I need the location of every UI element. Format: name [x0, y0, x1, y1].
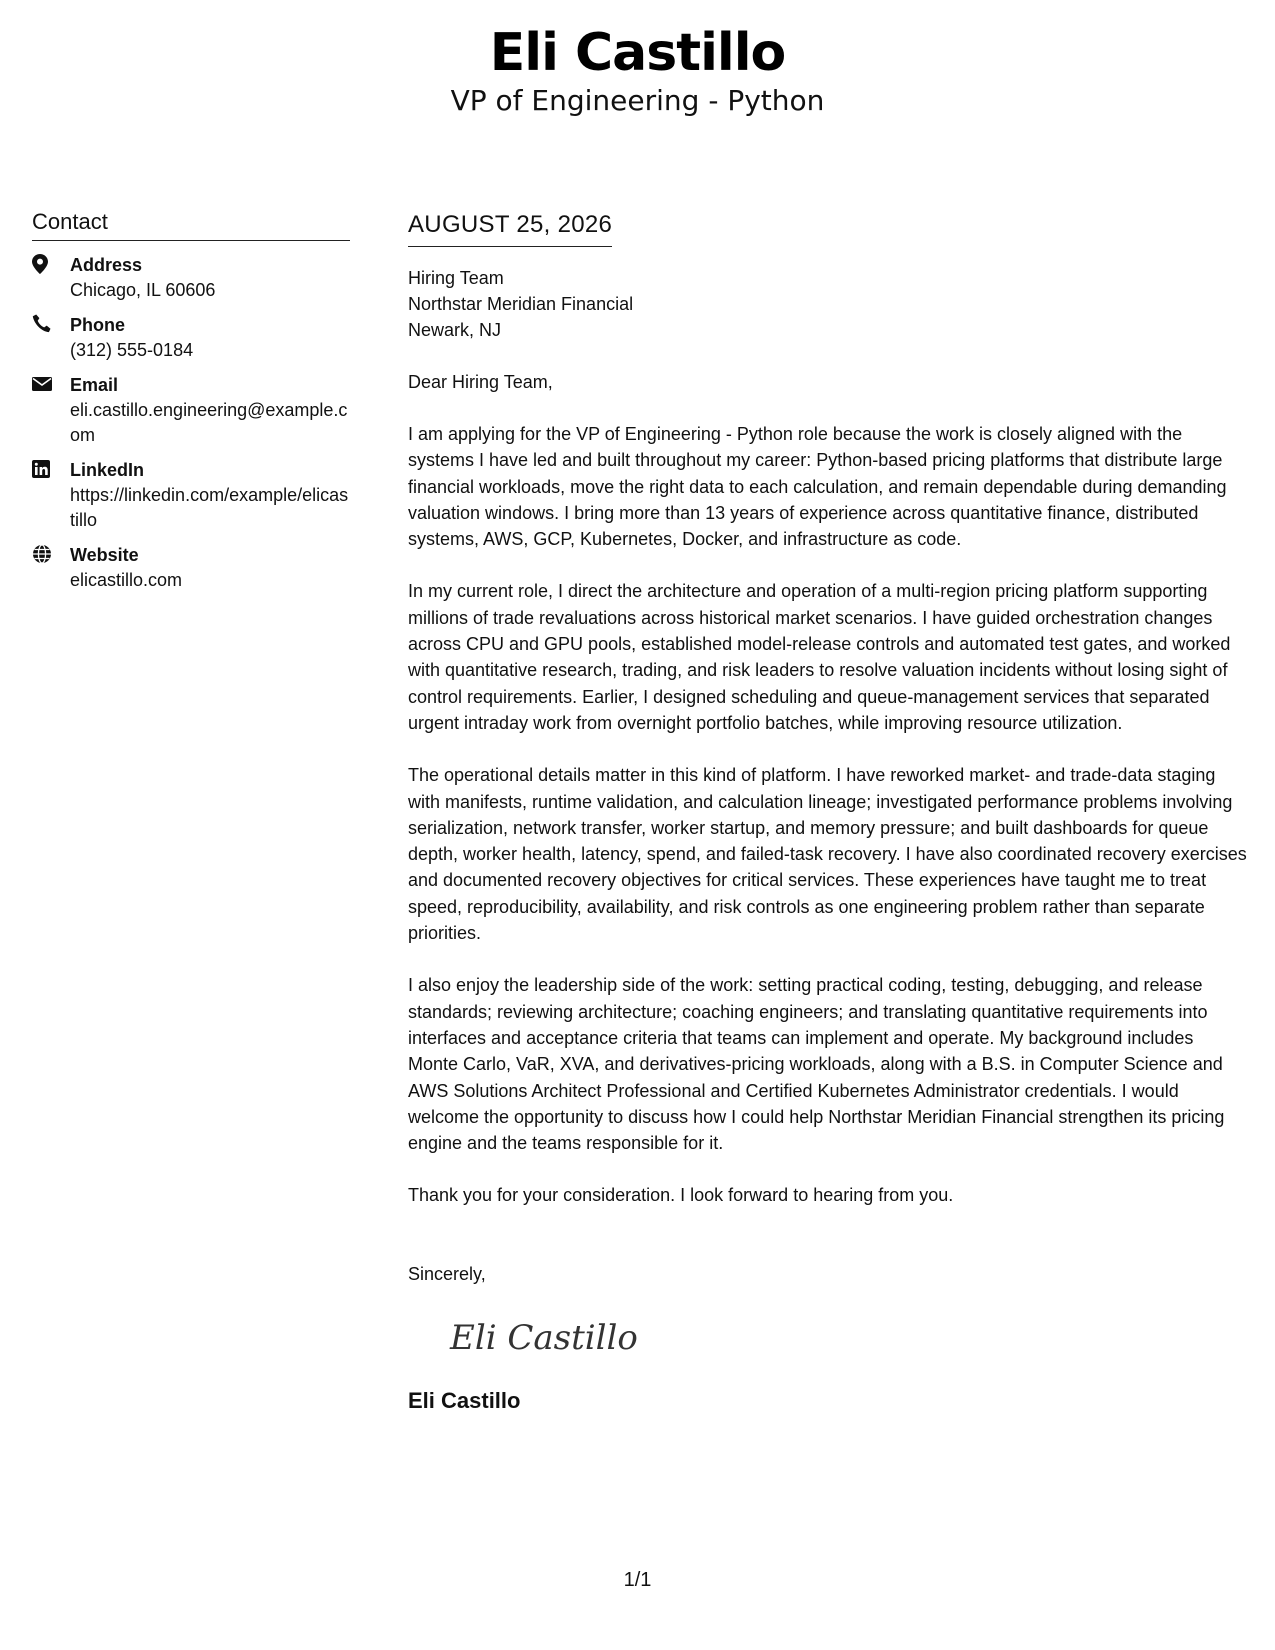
- body-paragraph: The operational details matter in this kind of platform. I have reworked market- and trade-data staging with manifests, runtime validation, and calculation lineage; investigated performance problems involving serialization, network transfer, worker startup, and memory pressure; and built dashboards for queue depth, worker health, latency, spend, and failed-task recovery. I have also coordinated recovery exercises and documented recovery objectives for critical services. These experiences have taught me to treat speed, reproducibility, availability, and risk controls as one engineering problem rather than separate priorities.: [408, 765, 1247, 944]
- contact-label-website: Website: [70, 545, 139, 565]
- contact-value-phone: (312) 555-0184: [70, 340, 194, 360]
- contact-value-address: Chicago, IL 60606: [70, 280, 216, 300]
- recipient-line: Northstar Meridian Financial: [408, 294, 634, 314]
- contact-label-phone: Phone: [70, 315, 126, 335]
- recipient-line: Newark, NJ: [408, 320, 502, 340]
- letter-body: [408, 210, 1248, 1415]
- page-number: 1/1: [623, 1569, 652, 1591]
- contact-heading: Contact: [32, 208, 350, 241]
- letter-header: [0, 22, 1275, 118]
- salutation: Dear Hiring Team,: [408, 372, 553, 392]
- applicant-title: VP of Engineering - Python: [450, 84, 825, 117]
- letter-date: AUGUST 25, 2026: [408, 210, 612, 247]
- handwritten-signature: [448, 1313, 1248, 1363]
- map-pin-icon: [32, 253, 70, 275]
- contact-item-phone: [32, 313, 350, 363]
- globe-icon: [32, 543, 70, 565]
- recipient-line: Hiring Team: [408, 268, 504, 288]
- applicant-name: Eli Castillo: [489, 23, 786, 83]
- linkedin-icon: [32, 458, 70, 480]
- body-paragraph: Thank you for your consideration. I look forward to hearing from you.: [408, 1185, 954, 1206]
- signer-name: Eli Castillo: [408, 1387, 521, 1413]
- body-paragraph: I also enjoy the leadership side of the work: setting practical coding, testing, debugging, and release standards; reviewing architecture; coaching engineers; and translating quantitative requirements into interfaces and acceptance criteria that teams can implement and operate. My background includes Monte Carlo, VaR, XVA, and derivatives-pricing workloads, along with a B.S. in Computer Science and AWS Solutions Architect Professional and Certified Kubernetes Administrator credentials. I would welcome the opportunity to discuss how I could help Northstar Meridian Financial strengthen its pricing engine and the teams responsible for it.: [408, 975, 1225, 1154]
- contact-value-linkedin[interactable]: https://linkedin.com/example/elicastillo: [70, 485, 349, 530]
- body-paragraph: In my current role, I direct the architecture and operation of a multi-region pricing platform supporting millions of trade revaluations across historical market scenarios. I have guided orchestration changes across CPU and GPU pools, established model-release controls and automated test gates, and worked with quantitative research, trading, and risk leaders to resolve valuation incidents without losing sight of control requirements. Earlier, I designed scheduling and queue-management services that separated urgent intraday work from overnight portfolio batches, while improving resource utilization.: [408, 581, 1231, 733]
- contact-item-email: [32, 373, 350, 448]
- contact-label-address: Address: [70, 255, 143, 275]
- signature-text: Eli Castillo: [450, 1317, 638, 1358]
- contact-item-website: [32, 543, 350, 593]
- phone-icon: [32, 313, 70, 335]
- contact-value-website[interactable]: elicastillo.com: [70, 570, 183, 590]
- recipient-block: [408, 265, 1248, 343]
- envelope-icon: [32, 373, 70, 395]
- contact-value-email[interactable]: eli.castillo.engineering@example.com: [70, 400, 348, 445]
- contact-item-linkedin: [32, 458, 350, 533]
- body-paragraph: I am applying for the VP of Engineering - Python role because the work is closely aligned with the systems I have led and built throughout my career: Python-based pricing platforms that distribute large financial workloads, move the right data to each calculation, and remain dependable during demanding valuation windows. I bring more than 13 years of experience across quantitative finance, distributed systems, AWS, GCP, Kubernetes, Docker, and infrastructure as code.: [408, 424, 1227, 550]
- contact-label-linkedin: LinkedIn: [70, 460, 145, 480]
- closing: Sincerely,: [408, 1263, 486, 1284]
- contact-sidebar: [32, 208, 350, 603]
- contact-label-email: Email: [70, 375, 119, 395]
- contact-item-address: [32, 253, 350, 303]
